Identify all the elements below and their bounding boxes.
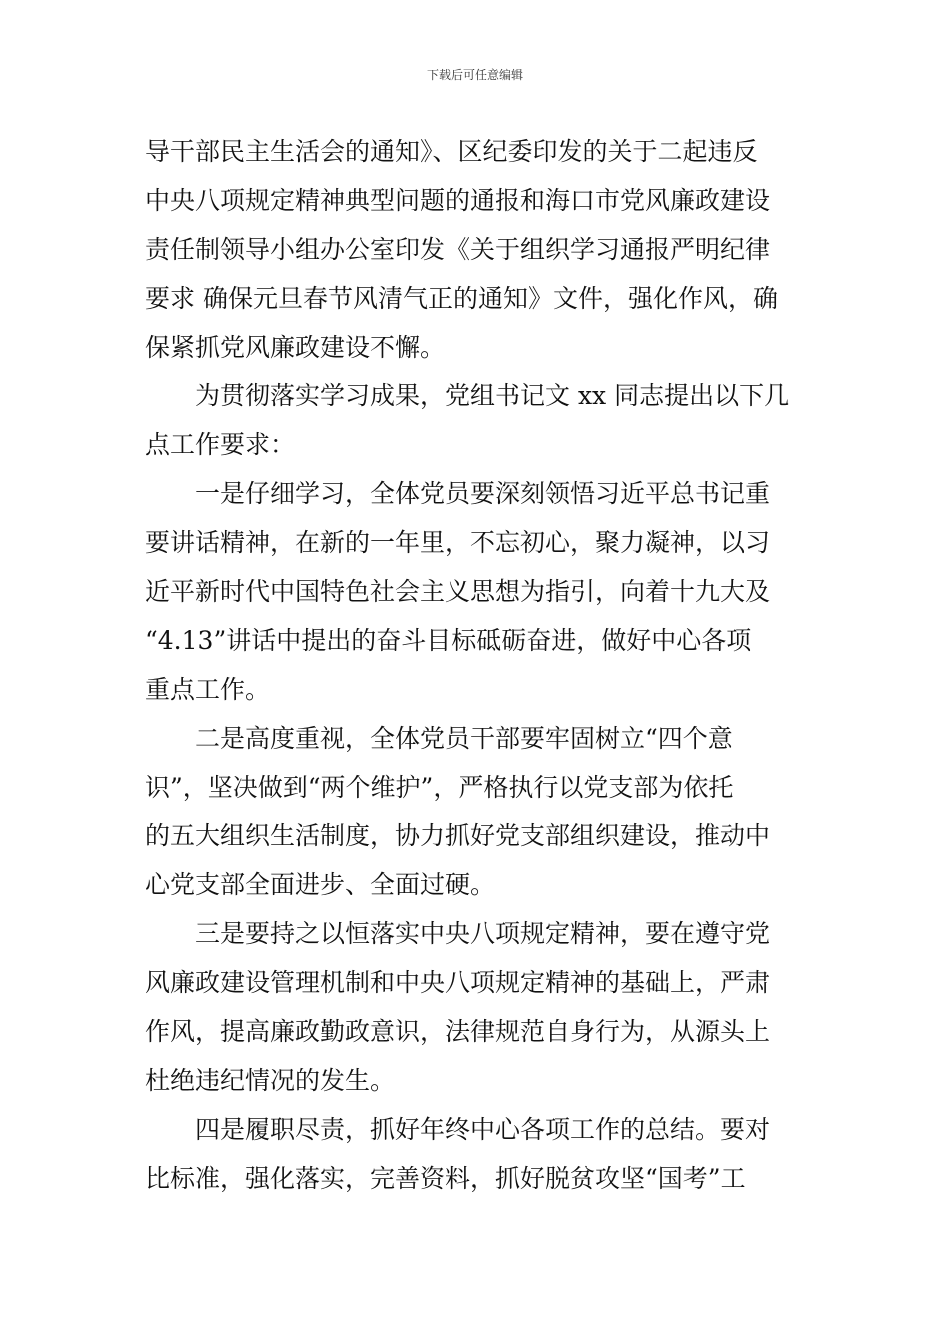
text-line: 心党支部全面进步、全面过硬。 [145,870,496,900]
text-line: 责任制领导小组办公室印发《关于组织学习通报严明纪律 [145,234,771,264]
text-line: 风廉政建设管理机制和中央八项规定精神的基础上，严肃 [145,968,771,998]
text-line: 点工作要求： [145,430,296,460]
text-line: 三是要持之以恒落实中央八项规定精神，要在遵守党 [145,919,771,949]
text-line: 作风，提高廉政勤政意识，法律规范自身行为，从源头上 [145,1017,771,1047]
text-line: 近平新时代中国特色社会主义思想为指引，向着十九大及 [145,577,771,607]
paragraph [145,1106,807,1204]
text-line: 重点工作。 [145,674,271,704]
paragraph [145,715,807,911]
text-line: 杜绝违纪情况的发生。 [145,1065,396,1095]
page-header: 下载后可任意编辑 [426,68,523,82]
text-line: 保紧抓党风廉政建设不懈。 [145,332,446,362]
text-line: 要求 确保元旦春节风清气正的通知》文件，强化作风，确 [145,283,778,313]
text-line: 导干部民主生活会的通知》、区纪委印发的关于二起违反 [145,137,758,166]
text-line: 要讲话精神，在新的一年里，不忘初心，聚力凝神，以习 [145,528,771,558]
paragraph [145,470,807,714]
text-line: 为贯彻落实学习成果，党组书记文 xx 同志提出以下几 [145,381,790,411]
document-body [145,128,807,1204]
paragraph [145,128,807,372]
text-line: 的五大组织生活制度，协力抓好党支部组织建设，推动中 [145,821,771,851]
paragraph [145,372,807,470]
text-line: 中央八项规定精神典型问题的通报和海口市党风廉政建设 [145,185,771,215]
text-line: 一是仔细学习，全体党员要深刻领悟习近平总书记重 [145,479,771,509]
text-line: 四是履职尽责，抓好年终中心各项工作的总结。要对 [145,1114,771,1144]
text-line: 识”，坚决做到“两个维护”，严格执行以党支部为依托 [145,772,734,802]
text-line: 比标准，强化落实，完善资料，抓好脱贫攻坚“国考”工 [145,1163,746,1193]
paragraph [145,910,807,1106]
text-line: 二是高度重视，全体党员干部要牢固树立“四个意 [145,723,733,753]
text-line: “4.13”讲话中提出的奋斗目标砥砺奋进，做好中心各项 [145,625,752,655]
